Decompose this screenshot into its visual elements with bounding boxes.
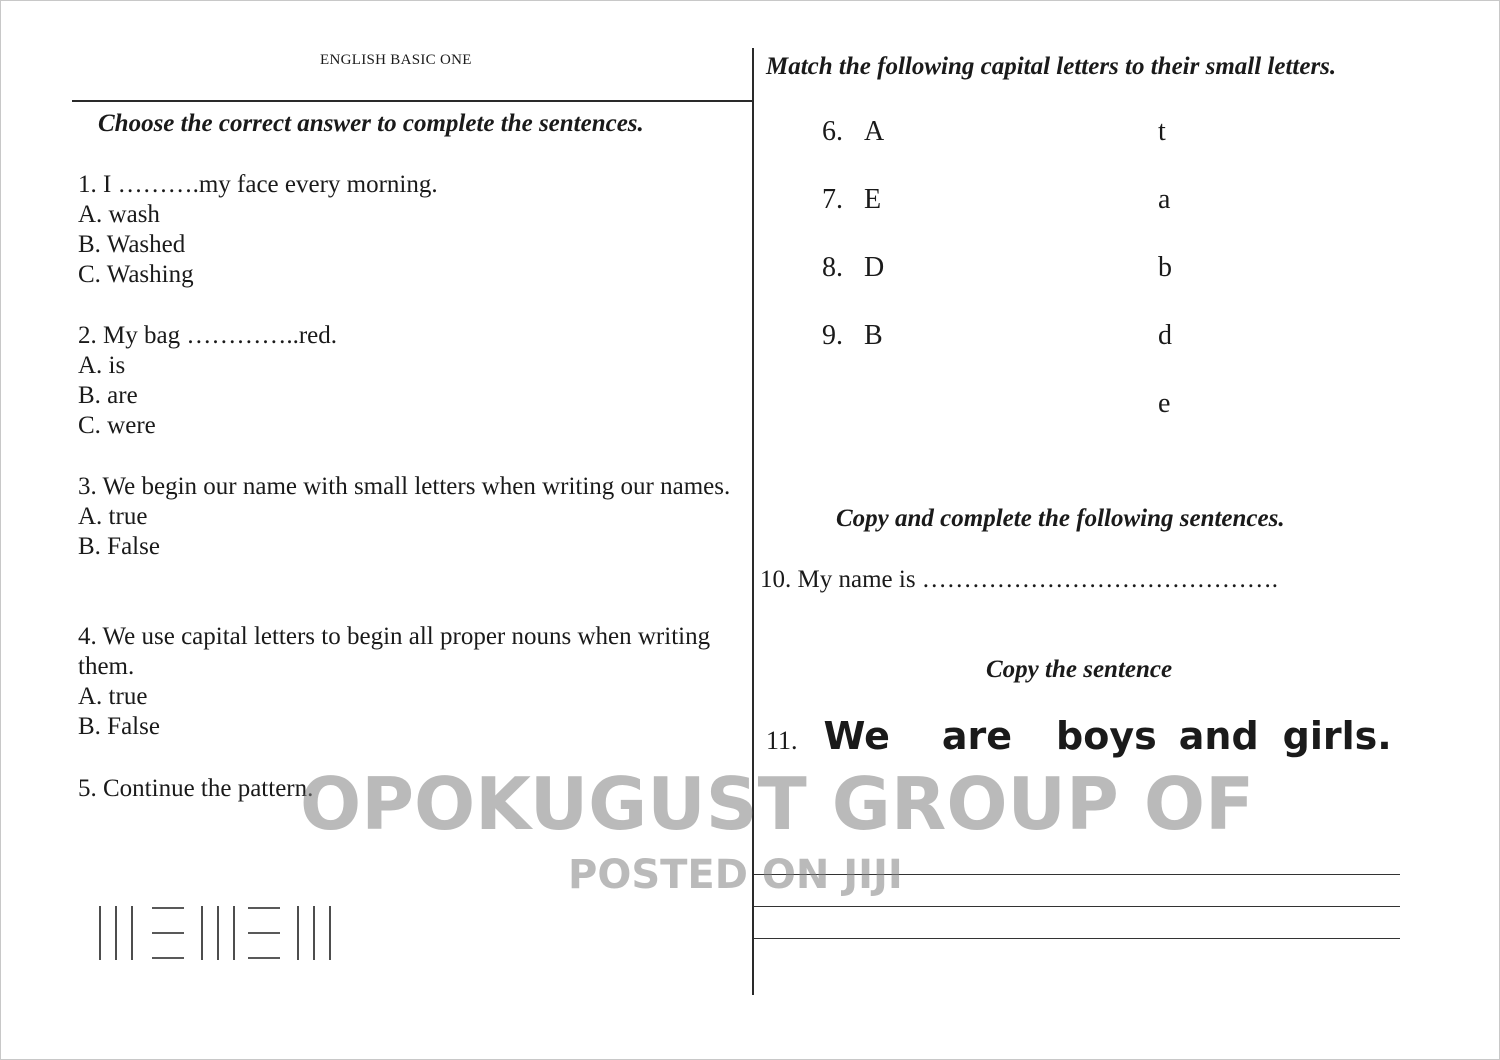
instruction-match: Match the following capital letters to their small letters. xyxy=(766,53,1337,80)
copy-word: and xyxy=(1178,714,1259,758)
writing-line xyxy=(754,938,1400,939)
question-stem: 5. Continue the pattern. xyxy=(78,775,314,802)
option: A. wash xyxy=(78,201,160,228)
small-letter: t xyxy=(1158,116,1166,147)
option: B. False xyxy=(78,533,160,560)
header-rule xyxy=(72,100,754,102)
instruction-choose: Choose the correct answer to complete the sentences. xyxy=(98,110,644,137)
question-stem: 1. I ……….my face every morning. xyxy=(78,171,438,198)
copy-word: are xyxy=(941,714,1013,758)
question-1 xyxy=(78,170,438,290)
match-item xyxy=(822,184,881,216)
watermark-line-1: OPOKUGUST GROUP OF xyxy=(300,762,1255,846)
option: B. False xyxy=(78,713,160,740)
capital-letter: E xyxy=(864,184,882,215)
question-stem: 4. We use capital letters to begin all proper nouns when writing them. xyxy=(78,623,711,680)
option: A. true xyxy=(78,683,148,710)
option: C. were xyxy=(78,412,156,439)
capital-letter: B xyxy=(864,320,883,351)
small-letter: d xyxy=(1158,320,1172,351)
option: C. Washing xyxy=(78,261,194,288)
question-3 xyxy=(78,472,748,562)
question-2 xyxy=(78,321,337,441)
question-number: 11. xyxy=(766,726,798,755)
match-item xyxy=(822,252,884,284)
small-letter: a xyxy=(1158,184,1171,215)
match-number: 8. xyxy=(822,252,843,283)
question-stem: 2. My bag …………..red. xyxy=(78,322,337,349)
question-stem: 3. We begin our name with small letters when writing our names. xyxy=(78,473,731,500)
instruction-copy-complete: Copy and complete the following sentences. xyxy=(836,505,1285,532)
capital-letter: A xyxy=(864,116,885,147)
stick-pattern xyxy=(96,904,336,964)
small-letter: b xyxy=(1158,252,1172,283)
copy-word: We xyxy=(823,714,890,758)
question-4 xyxy=(78,622,748,742)
question-11 xyxy=(766,714,1392,758)
option: B. Washed xyxy=(78,231,186,258)
instruction-copy: Copy the sentence xyxy=(986,656,1173,683)
copy-word: girls. xyxy=(1282,714,1392,758)
match-item xyxy=(822,116,884,148)
watermark-line-2: POSTED ON JIJI xyxy=(568,852,903,898)
option: A. true xyxy=(78,503,148,530)
match-item xyxy=(822,320,883,352)
match-number: 6. xyxy=(822,116,843,147)
match-number: 9. xyxy=(822,320,843,351)
question-5 xyxy=(78,774,313,804)
copy-word: boys xyxy=(1056,714,1157,758)
writing-line xyxy=(754,906,1400,907)
question-10: 10. My name is ……………………………………. xyxy=(760,566,1279,593)
option: A. is xyxy=(78,352,126,379)
match-number: 7. xyxy=(822,184,843,215)
capital-letter: D xyxy=(864,252,885,283)
worksheet-title: ENGLISH BASIC ONE xyxy=(320,52,472,68)
option: B. are xyxy=(78,382,138,409)
small-letter: e xyxy=(1158,388,1171,419)
